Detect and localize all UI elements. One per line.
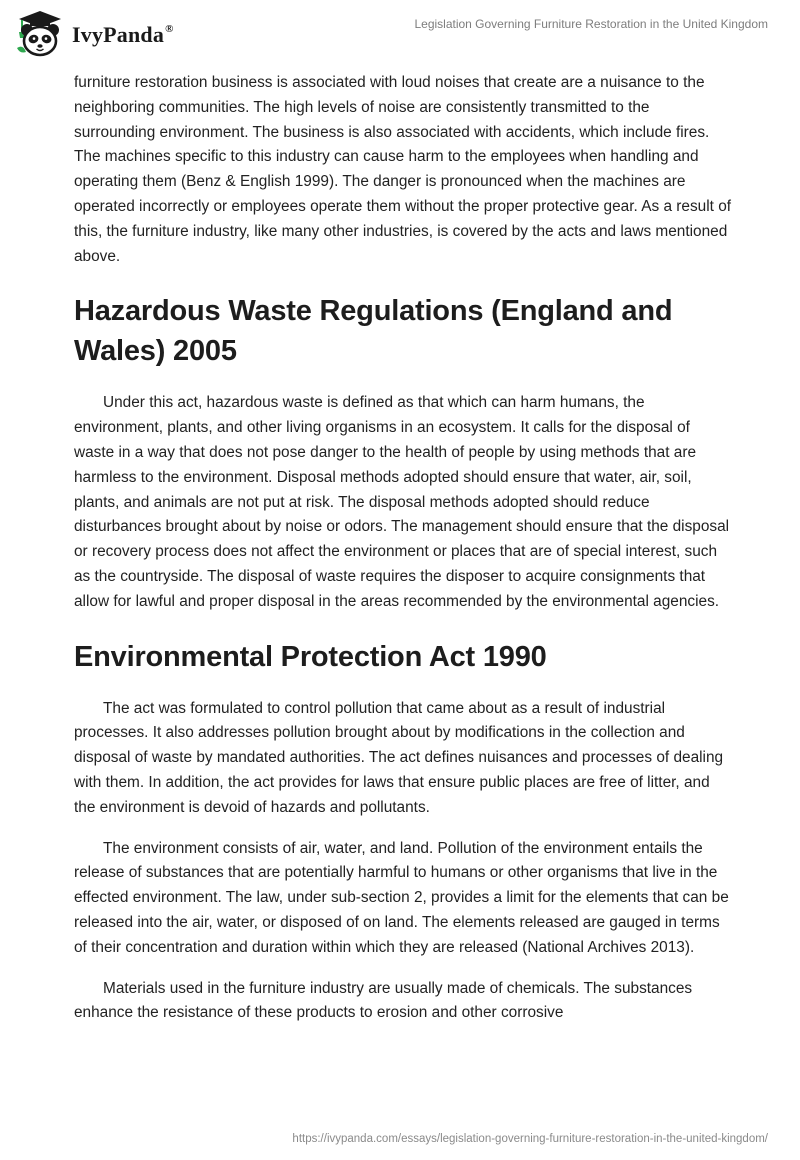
ivypanda-logo[interactable]	[14, 8, 174, 60]
essay-content	[74, 71, 734, 1026]
page-header	[0, 0, 800, 66]
section-heading-hazardous-waste: Hazardous Waste Regulations (England and Wales) 2005	[74, 295, 673, 368]
document-title: Legislation Governing Furniture Restoration in the United Kingdom	[414, 17, 768, 31]
intro-paragraph: furniture restoration business is associated with loud noises that create are a nuisance to the neighboring communities. The high levels of noise are consistently transmitted to the surrounding environment. The business is also associated with accidents, which include fires. The machines specific to this industry can cause harm to the employees when handling and operating them (Benz & English 1999). The danger is pronounced when the machines are operated incorrectly or employees operate them without the proper protective gear. As a result of this, the furniture industry, like many other industries, is covered by the acts and laws mentioned above.	[74, 74, 732, 265]
paragraph: The act was formulated to control pollution that came about as a result of industrial processes. It also addresses pollution brought about by modifications in the collection and disposal of waste by mandated authorities. The act defines nuisances and processes of dealing with them. In addition, the act provides for laws that ensure public places are free of litter, and the environment is devoid of hazards and pollutants.	[74, 699, 724, 816]
paragraph: Materials used in the furniture industry are usually made of chemicals. The substances enhance the resistance of these products to erosion and other corrosive	[74, 979, 693, 1022]
section-heading-environmental-protection: Environmental Protection Act 1990	[74, 640, 547, 673]
paragraph: The environment consists of air, water, and land. Pollution of the environment entails the release of substances that are potentially harmful to humans or other organisms that live in the effected environment. The law, under sub-section 2, provides a limit for the elements that can be released into the air, water, or disposed of on land. The elements released are gauged in terms of their concentration and duration within which they are released (National Archives 2013).	[74, 839, 729, 956]
source-url[interactable]: https://ivypanda.com/essays/legislation-governing-furniture-restoration-in-the-united-kingdom/	[292, 1133, 768, 1145]
brand-name: IvyPanda®	[72, 22, 174, 47]
paragraph: Under this act, hazardous waste is defined as that which can harm humans, the environment, plants, and other living organisms in an ecosystem. It calls for the disposal of waste in a way that does not pose danger to the health of people by using methods that are harmless to the environment. Disposal methods adopted should ensure that water, air, soil, plants, and animals are not put at risk. The disposal methods adopted should reduce disturbances brought about by noise or odors. The management should ensure that the disposal or recovery process does not affect the environment or places that are of special interest, such as the countryside. The disposal of waste requires the disposer to acquire consignments that allow for lawful and proper disposal in the areas recommended by the environmental agencies.	[74, 394, 730, 610]
panda-graduate-icon	[14, 8, 66, 60]
